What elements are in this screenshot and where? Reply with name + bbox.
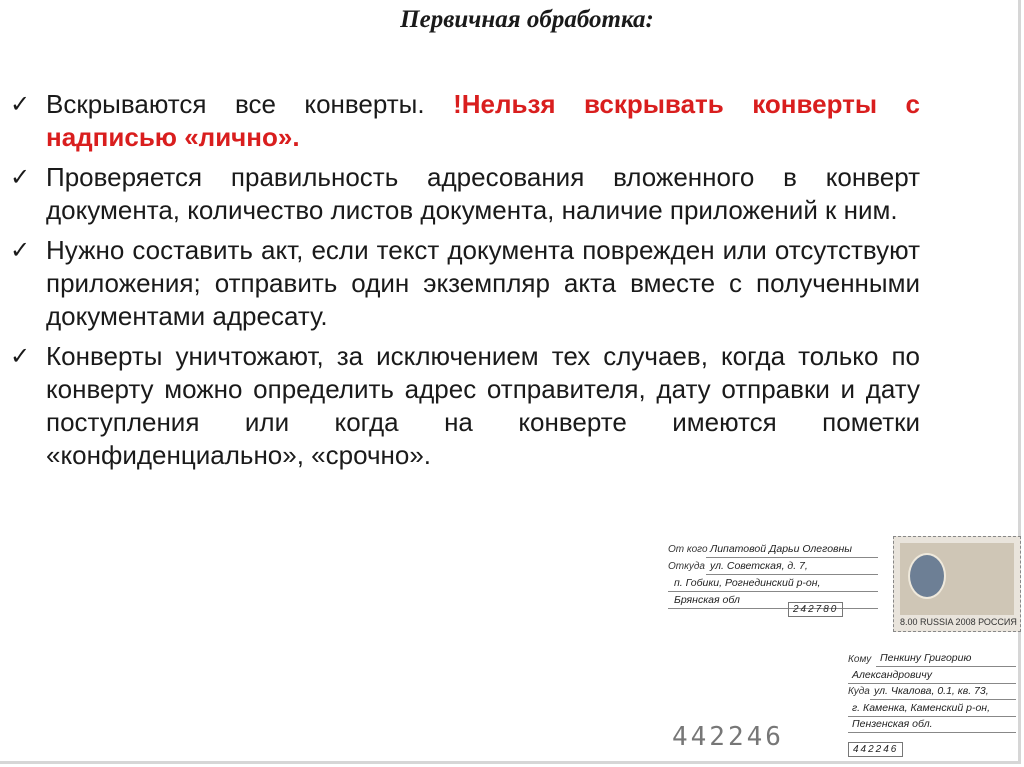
to-name-1: Пенкину Григорию <box>880 652 972 664</box>
checkmark-icon: ✓ <box>10 90 31 118</box>
list-item <box>10 340 920 472</box>
item-warning: !Нельзя вскрывать конверты с надписью «лично». <box>46 89 920 152</box>
address-rule <box>848 716 1016 717</box>
to-zip: 442246 <box>848 742 903 757</box>
from-addr-1: ул. Советская, д. 7, <box>710 560 808 572</box>
stamp-image <box>900 543 1014 615</box>
to-where-label: Куда <box>848 686 870 697</box>
checkmark-icon: ✓ <box>10 163 31 191</box>
address-rule <box>706 557 878 558</box>
item-text: Нужно составить акт, если текст документа поврежден или отсутствуют приложения; отправить один экземпляр акта вместе с полученными документами адресату. <box>46 235 920 331</box>
address-rule <box>848 732 1016 733</box>
from-addr-3: Брянская обл <box>674 594 740 606</box>
to-addr-3: Пензенская обл. <box>852 718 933 730</box>
address-rule <box>706 574 878 575</box>
address-rule <box>668 591 878 592</box>
list-item <box>10 234 920 333</box>
address-rule <box>876 666 1016 667</box>
stamp-caption: 8.00 RUSSIA 2008 РОССИЯ <box>900 617 1017 627</box>
slide-title: Первичная обработка: <box>400 6 654 33</box>
list-item <box>10 161 920 227</box>
from-zip: 242780 <box>788 602 843 617</box>
address-rule <box>668 608 878 609</box>
to-addr-1: ул. Чкалова, 0.1, кв. 73, <box>874 685 989 697</box>
item-text: Конверты уничтожают, за исключением тех случаев, когда только по конверту можно определить адрес отправителя, дату отправки и дату поступления или когда на конверте имеются пометки «конфиденциально», «срочно». <box>46 341 920 470</box>
list-item <box>10 88 920 154</box>
from-name: Липатовой Дарьи Олеговны <box>710 543 853 555</box>
postal-index-code: 442246 <box>672 722 784 752</box>
address-rule <box>870 699 1016 700</box>
to-name-2: Александровичу <box>852 669 932 681</box>
item-text: Проверяется правильность адресования вложенного в конверт документа, количество листов документа, наличие приложений к ним. <box>46 162 920 225</box>
postage-stamp <box>893 536 1021 632</box>
from-where-label: Откуда <box>668 561 705 572</box>
address-rule <box>848 683 1016 684</box>
envelope-illustration <box>648 528 1024 767</box>
stamp-emblem-icon <box>908 553 946 599</box>
to-addr-2: г. Каменка, Каменский р-он, <box>852 702 991 714</box>
item-text: Вскрываются все конверты. <box>46 89 454 119</box>
from-label: От кого <box>668 544 708 555</box>
to-label: Кому <box>848 654 872 665</box>
from-addr-2: п. Гобики, Рогнединский р-он, <box>674 577 821 589</box>
checkmark-icon: ✓ <box>10 236 31 264</box>
checkmark-icon: ✓ <box>10 342 31 370</box>
bullet-list <box>10 88 920 479</box>
